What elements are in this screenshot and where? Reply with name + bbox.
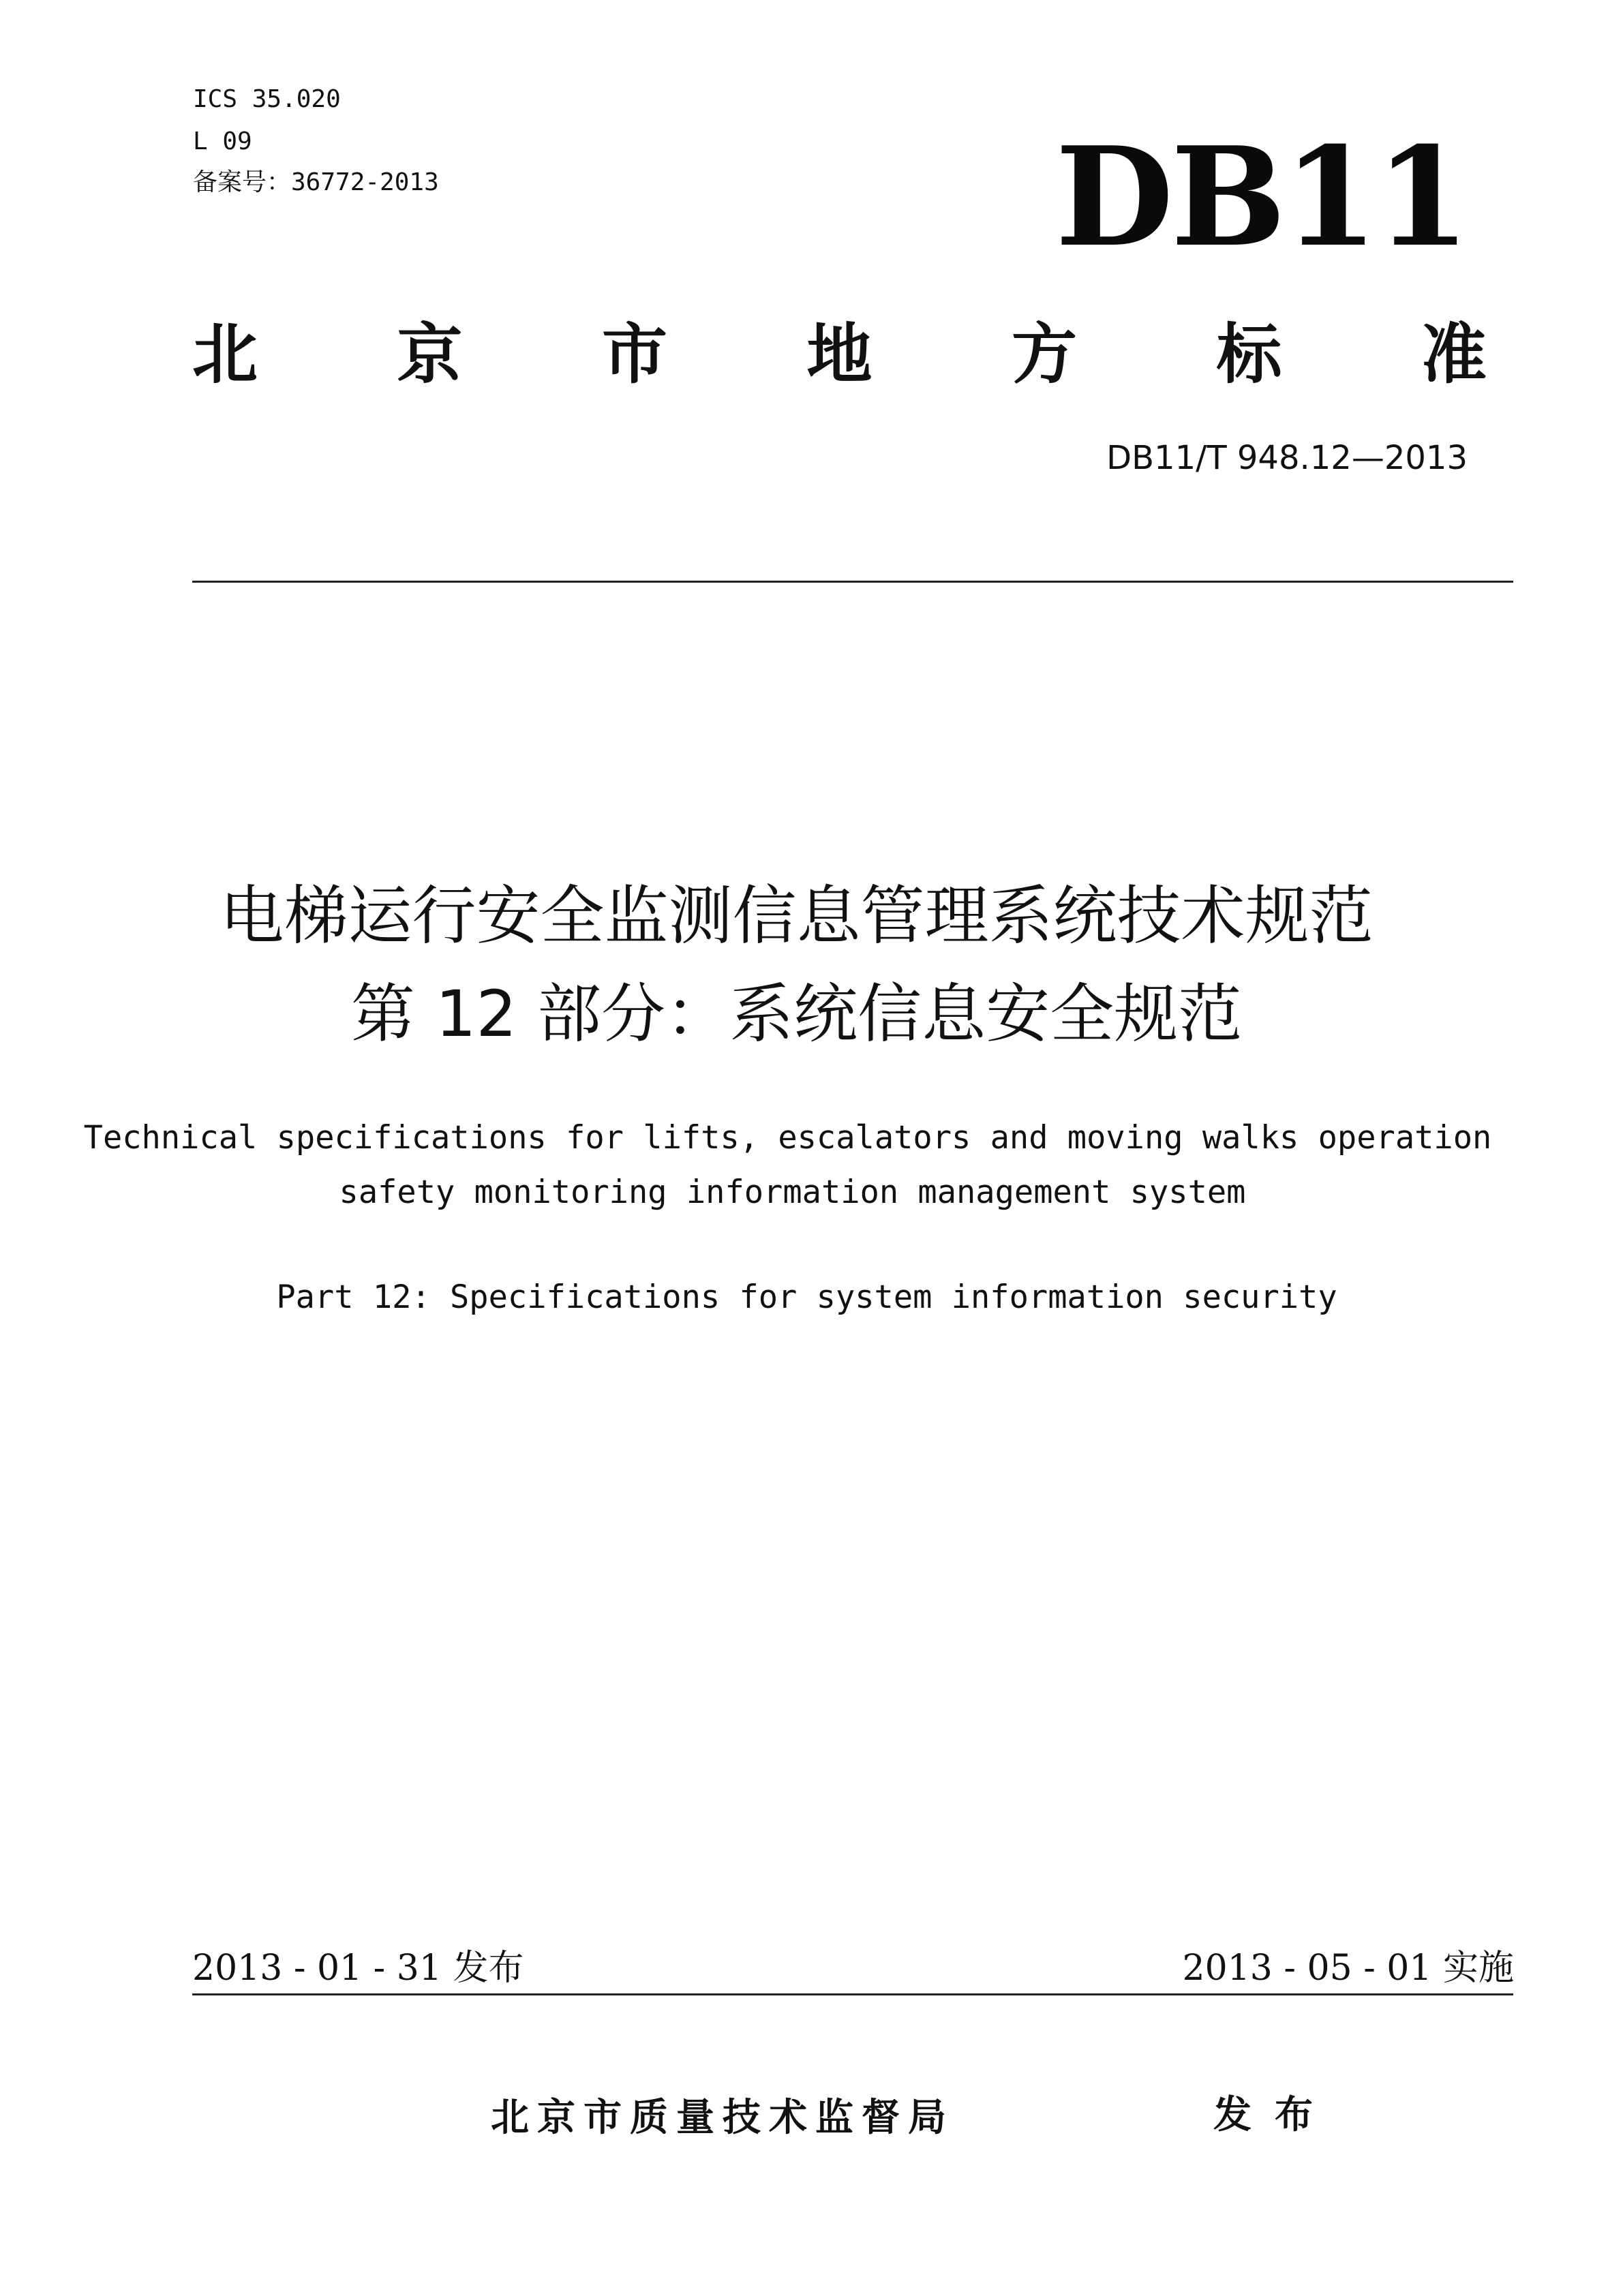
chinese-title-line-2: 第 12 部分：系统信息安全规范: [350, 977, 1243, 1052]
issuing-authority: 北京市质量技术监督局: [491, 2096, 954, 2140]
chinese-title-line-1: 电梯运行安全监测信息管理系统技术规范: [219, 879, 1374, 953]
standard-type-char: 京: [397, 316, 463, 393]
record-number: 备案号：36772-2013: [193, 168, 439, 196]
standard-type-char: 市: [602, 316, 667, 393]
top-divider: [192, 581, 1513, 583]
english-title-line-2: safety monitoring information management system: [339, 1174, 1246, 1211]
standard-type-char: 北: [192, 316, 258, 393]
classification-code: L 09: [193, 127, 252, 155]
issue-action: 发布: [1213, 2093, 1336, 2137]
ics-code: ICS 35.020: [193, 85, 341, 113]
standard-type-char: 准: [1421, 316, 1487, 393]
english-title-line-1: Technical specifications for lifts, escalators and moving walks operation: [83, 1119, 1492, 1157]
bottom-divider: [192, 1993, 1513, 1995]
implementation-date: 2013 - 05 - 01 实施: [1182, 1948, 1514, 1989]
db11-logo: DB11: [1055, 117, 1468, 277]
english-part-title: Part 12: Specifications for system information security: [276, 1279, 1337, 1316]
standard-type-heading: [192, 313, 1487, 395]
standard-number: DB11/T 948.12—2013: [1106, 439, 1468, 477]
standard-type-char: 地: [806, 316, 873, 393]
standard-type-char: 方: [1012, 316, 1077, 393]
standard-type-char: 标: [1216, 316, 1282, 393]
issue-date: 2013 - 01 - 31 发布: [192, 1948, 524, 1989]
